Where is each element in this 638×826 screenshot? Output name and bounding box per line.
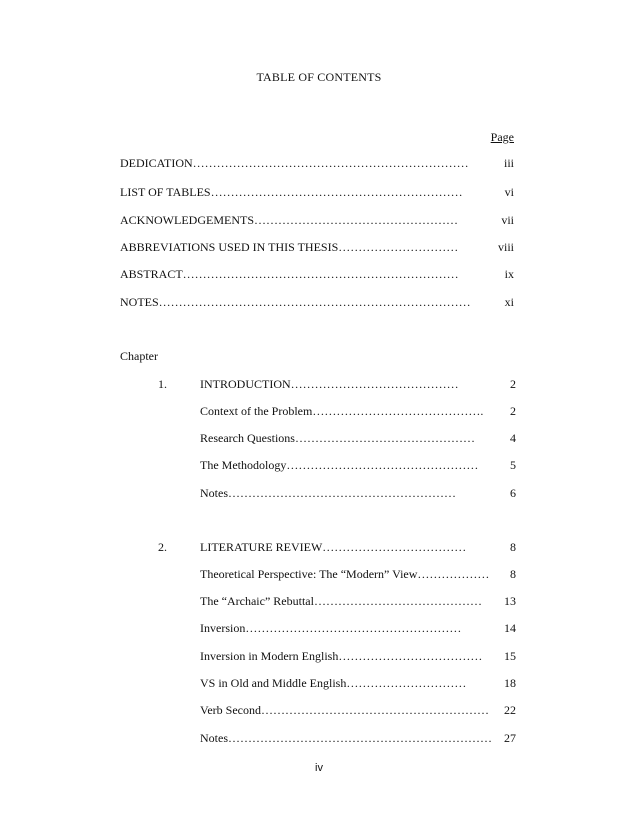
section-entry [200,594,516,608]
section-entry [200,404,516,418]
chapter-number: 1. [158,377,167,391]
entry-text: Context of the Problem……………………………………. [200,404,484,418]
toc-entry-abstract [120,267,514,281]
entry-text: NOTES…………………………………………………………………… [120,295,471,309]
toc-entry-list-of-tables [120,185,514,199]
chapter-heading: Chapter [120,349,158,363]
entry-text: LITERATURE REVIEW……………………………… [200,540,467,554]
entry-page: 8 [510,540,516,554]
entry-page: viii [497,240,514,254]
entry-text: Notes………………………………………………… [200,486,456,500]
entry-page: 15 [504,649,516,663]
entry-page: 13 [504,594,516,608]
entry-page: 5 [510,458,516,472]
toc-entry-dedication [120,156,514,170]
toc-entry-acknowledgements [120,213,514,227]
entry-page: vi [504,185,514,199]
entry-page: 14 [504,621,516,635]
entry-text: ACKNOWLEDGEMENTS…………………………………………… [120,213,458,227]
entry-page: 18 [504,676,516,690]
entry-page: 4 [510,431,516,445]
entry-text: The “Archaic” Rebuttal…………………………………… [200,594,482,608]
chapter-number: 2. [158,540,167,554]
section-entry [200,703,516,717]
entry-page: iii [503,156,514,170]
entry-page: 27 [504,731,516,745]
toc-title: TABLE OF CONTENTS [256,70,382,84]
entry-page: 2 [510,377,516,391]
entry-text: The Methodology………………………………………… [200,458,479,472]
entry-page: 8 [510,567,516,581]
entry-text: Inversion……………………………………………… [200,621,462,635]
entry-text: LIST OF TABLES……………………………………………………… [120,185,463,199]
chapter-title-introduction [200,377,516,391]
section-entry [200,486,516,500]
entry-text: Inversion in Modern English……………………………… [200,649,483,663]
entry-page: vii [501,213,514,227]
section-entry [200,431,516,445]
entry-page: ix [504,267,514,281]
entry-page: xi [504,295,514,309]
entry-text: DEDICATION…………………………………………………………… [120,156,469,170]
entry-page: 2 [510,404,516,418]
section-entry [200,676,516,690]
page-number: iv [315,762,323,774]
toc-entry-abbreviations [120,240,514,254]
section-entry [200,567,516,581]
entry-text: Notes………………………………………………………… [200,731,492,745]
section-entry [200,621,516,635]
toc-entry-notes [120,295,514,309]
entry-text: Research Questions……………………………………… [200,431,475,445]
entry-page: 6 [510,486,516,500]
chapter-title-literature-review [200,540,516,554]
entry-text: Theoretical Perspective: The “Modern” View……………… [200,567,490,581]
page-column-heading: Page [490,130,514,144]
entry-text: ABBREVIATIONS USED IN THIS THESIS………………………… [120,240,459,254]
entry-text: VS in Old and Middle English………………………… [200,676,467,690]
section-entry [200,731,516,745]
entry-text: INTRODUCTION…………………………………… [200,377,459,391]
entry-text: ABSTRACT…………………………………………………………… [120,267,459,281]
section-entry [200,649,516,663]
entry-page: 22 [504,703,516,717]
section-entry [200,458,516,472]
entry-text: Verb Second………………………………………………… [200,703,489,717]
